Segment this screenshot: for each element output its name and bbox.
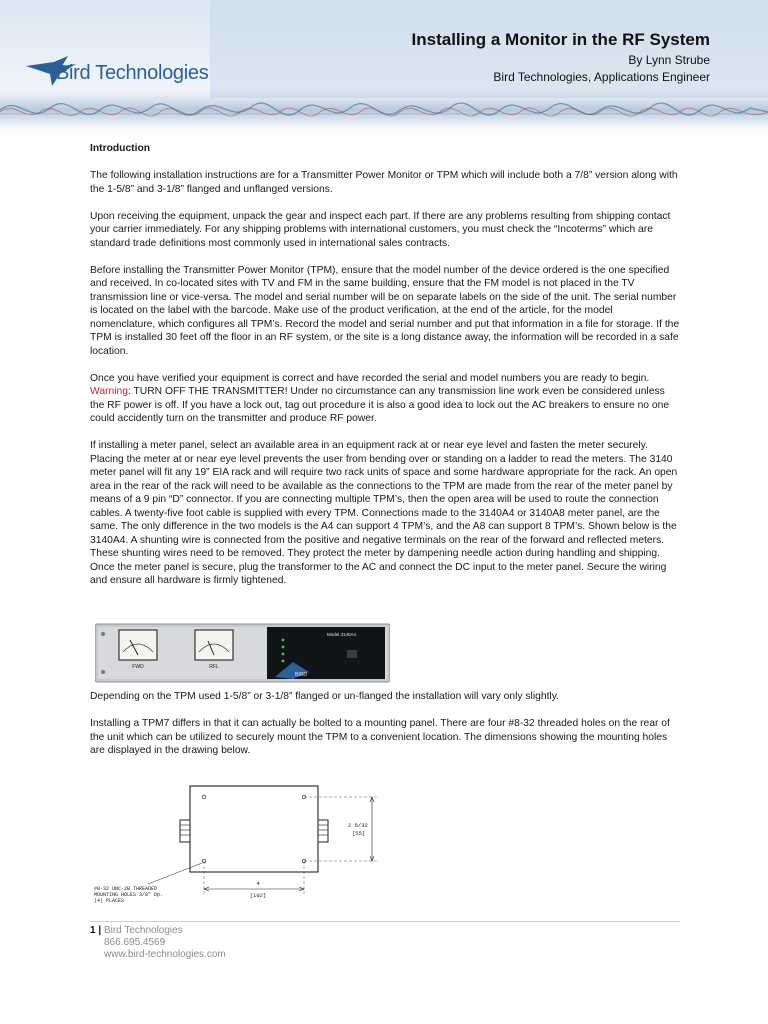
width-dimension-mm: [102] [249, 892, 267, 899]
width-dimension: 4 [256, 880, 260, 887]
page-title: Installing a Monitor in the RF System [411, 30, 710, 49]
author-byline: By Lynn Strube [628, 53, 710, 67]
article-continued [90, 690, 680, 771]
mounting-hole-icon [202, 795, 306, 863]
fwd-meter-label: FWD [132, 664, 144, 670]
footer-url[interactable]: www.bird-technologies.com [104, 949, 226, 960]
footer-company: Bird Technologies [103, 925, 183, 936]
rfl-meter-icon [195, 630, 233, 660]
article-body [90, 142, 680, 601]
warning-label: Warning [90, 386, 128, 397]
paragraph-4-rest: : TURN OFF THE TRANSMITTER! Under no circumstance can any transmission line work even be considered unless the RF power is off. If you have a lock out, tag out procedure it is also a good idea to lock out the AC breakers to ensure no one could accidently turn on the transmitter and produce RF power. [90, 386, 670, 424]
footer-divider [90, 921, 680, 922]
paragraph-7: Installing a TPM7 differs in that it can actually be bolted to a mounting panel. There are four #8-32 threaded holes on the rear of the unit which can be utilized to securely mount the TPM to a convenient location. The dimensions showing the mounting holes are displayed in the drawing below. [90, 718, 670, 756]
page-number: 1 [90, 925, 96, 936]
paragraph-2: Upon receiving the equipment, unpack the gear and inspect each part. If there are any problems resulting from shipping contact your carrier immediately. For any shipping problems with international customers, you must check the “Incoterms” which are standard trade definitions most commonly used in international sales contracts. [90, 210, 671, 249]
footer-separator: | [98, 925, 102, 936]
mounting-drawing [88, 772, 388, 912]
paragraph-3: Before installing the Transmitter Power Monitor (TPM), ensure that the model number of the device ordered is the one specified and received. In co-located sites with TV and FM in the same building, ensure that the FM model is not placed in the TV transmission line or vice-versa. The model and serial number will be on separate labels on the side of the unit. The serial number is located on the label with the barcode. Make use of the product verification, at the end of the article, for the model nomenclature, which configures all TPM’s. Record the model and serial number and put that information in a file for storage. If the TPM is installed 30 feet off the floor in an RF system, or the site is a long distance away, the information will be recorded in a safe location. [90, 264, 680, 357]
paragraph-6: Depending on the TPM used 1-5/8” or 3-1/8” flanged or un-flanged the installation will vary only slightly. [90, 691, 559, 702]
paragraph-4-lead: Once you have verified your equipment is correct and have recorded the serial and model numbers you are ready to begin. [90, 372, 650, 384]
paragraph-1: The following installation instructions are for a Transmitter Power Monitor or TPM which will include both a 7/8” version along with the 1-5/8” and 3-1/8” flanged and unflanged versions. [90, 170, 678, 195]
author-role: Bird Technologies, Applications Engineer [493, 70, 710, 84]
paragraph-5: If installing a meter panel, select an available area in an equipment rack at or near eye level and fasten the meter securely. Placing the meter at or near eye level prevents the user from bending over or standing on a ladder to read the meters. The 3140 meter panel will fit any 19” EIA rack and will require two rack units of space and some hardware appropriate for the rack. An open area in the rear of the rack will need to be available as the connections to the TPM are made from the rear of the meter panel by means of a 9 pin “D” connector. If you are connecting multiple TPM’s, then the open area will be used to route the connection cables. A twenty-five foot cable is supplied with every TPM. Connections made to the 3140A4 or 3140A8 meter panel, are the same. The only difference in the two models is the A4 can support 4 TPM’s, and the A8 can support 8 TPM’s. Shown below is the 3140A4. A shunting wire is connected from the positive and negative terminals on the rear of the forward and reflected meters. These shunting wires need to be removed. They protect the meter by dampening needle action during handling and shipping. Once the meter panel is secure, plug the transformer to the AC and connect the DC input to the meter panel. Secure the wiring and ensure all hardware is firmly tightened. [90, 440, 678, 586]
hole-note-line-2: MOUNTING HOLES 3/8" Dp. [94, 892, 164, 898]
page-footer [90, 925, 226, 961]
rfl-meter-label: RFL [209, 664, 219, 670]
panel-model-label: Model 3140A4 [327, 632, 357, 637]
brand-name: Bird Technologies [56, 62, 209, 84]
hole-note-line-3: (4) PLACES [94, 898, 125, 904]
height-dimension-mm: [55] [352, 830, 366, 837]
height-dimension: 2 5/32 [348, 822, 368, 829]
page-header [0, 0, 768, 145]
fwd-meter-icon [119, 630, 157, 660]
paragraph-4 [90, 372, 680, 426]
panel-brand-mark: BIRD [295, 672, 307, 678]
section-heading: Introduction [90, 143, 151, 154]
hole-note-line-1: #8-32 UNC-2B THREADED [94, 886, 158, 892]
meter-panel-image [95, 622, 390, 684]
footer-phone: 866.695.4569 [104, 937, 166, 948]
